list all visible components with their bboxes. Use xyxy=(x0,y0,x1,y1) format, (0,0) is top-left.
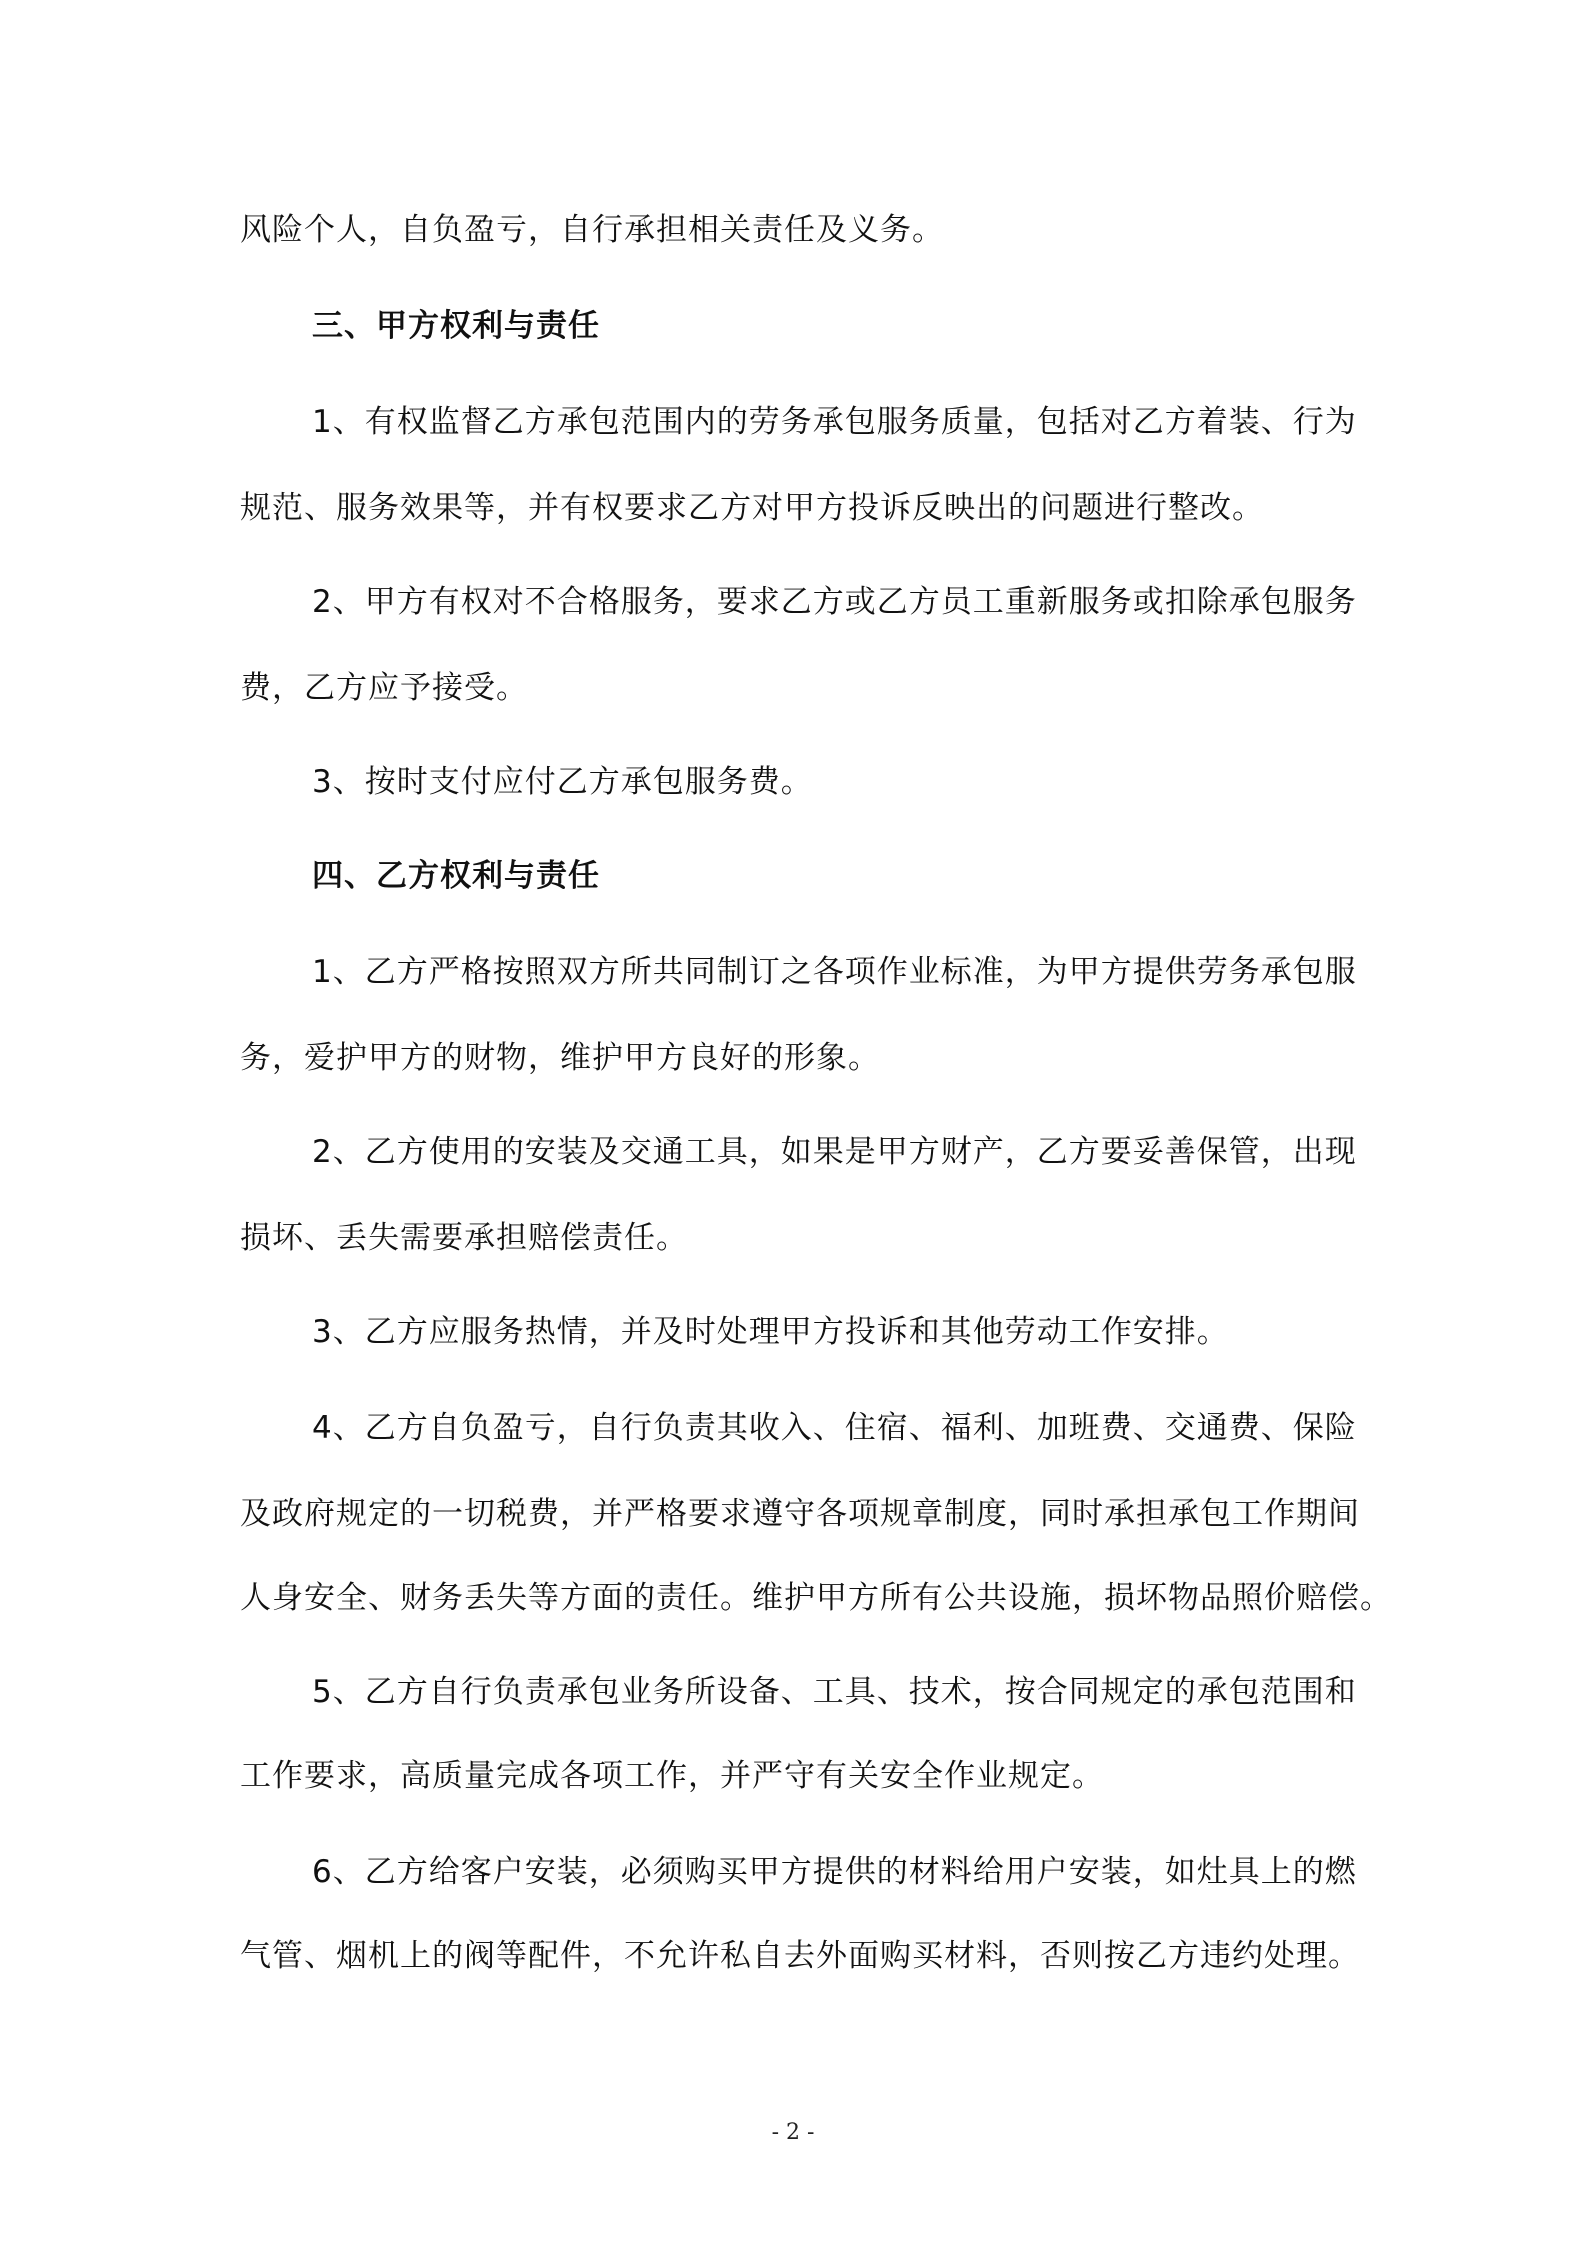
paragraph-line: 及政府规定的一切税费，并严格要求遵守各项规章制度，同时承担承包工作期间 xyxy=(240,1496,1360,1532)
paragraph-line: 4、乙方自负盈亏，自行负责其收入、住宿、福利、加班费、交通费、保险 xyxy=(312,1410,1357,1446)
section-heading-party-b: 四、乙方权利与责任 xyxy=(312,858,600,894)
paragraph-line: 气管、烟机上的阀等配件，不允许私自去外面购买材料，否则按乙方违约处理。 xyxy=(240,1938,1360,1974)
section-heading-party-a: 三、甲方权利与责任 xyxy=(312,308,600,344)
paragraph-line: 2、乙方使用的安装及交通工具，如果是甲方财产，乙方要妥善保管，出现 xyxy=(312,1134,1357,1170)
paragraph-line: 风险个人，自负盈亏，自行承担相关责任及义务。 xyxy=(240,212,944,248)
paragraph-line: 2、甲方有权对不合格服务，要求乙方或乙方员工重新服务或扣除承包服务 xyxy=(312,584,1357,620)
paragraph-line: 3、乙方应服务热情，并及时处理甲方投诉和其他劳动工作安排。 xyxy=(312,1314,1229,1350)
paragraph-line: 费，乙方应予接受。 xyxy=(240,670,528,706)
paragraph-line: 规范、服务效果等，并有权要求乙方对甲方投诉反映出的问题进行整改。 xyxy=(240,490,1264,526)
paragraph-line: 5、乙方自行负责承包业务所设备、工具、技术，按合同规定的承包范围和 xyxy=(312,1674,1357,1710)
paragraph-line: 务，爱护甲方的财物，维护甲方良好的形象。 xyxy=(240,1040,880,1076)
paragraph-line: 损坏、丢失需要承担赔偿责任。 xyxy=(240,1220,688,1256)
paragraph-line: 3、按时支付应付乙方承包服务费。 xyxy=(312,764,813,800)
page-number: - 2 - xyxy=(771,2120,815,2145)
paragraph-line: 1、乙方严格按照双方所共同制订之各项作业标准，为甲方提供劳务承包服 xyxy=(312,954,1357,990)
paragraph-line: 工作要求，高质量完成各项工作，并严守有关安全作业规定。 xyxy=(240,1758,1104,1794)
paragraph-line: 6、乙方给客户安装，必须购买甲方提供的材料给用户安装，如灶具上的燃 xyxy=(312,1854,1357,1890)
paragraph-line: 1、有权监督乙方承包范围内的劳务承包服务质量，包括对乙方着装、行为 xyxy=(312,404,1357,440)
paragraph-line: 人身安全、财务丢失等方面的责任。维护甲方所有公共设施，损坏物品照价赔偿。 xyxy=(240,1580,1392,1616)
